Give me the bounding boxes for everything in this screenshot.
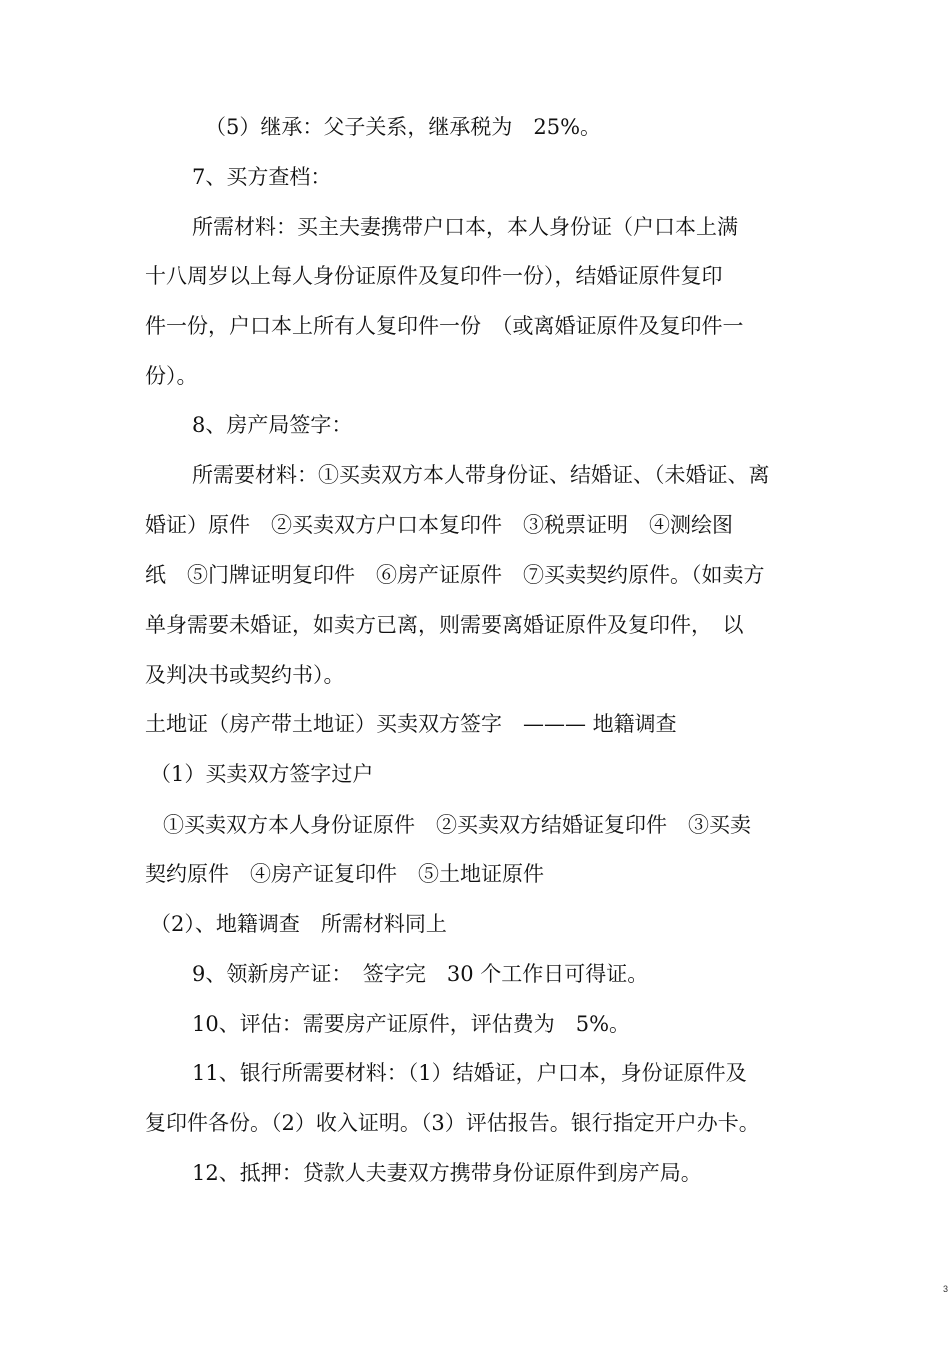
- doc-line-new-cert: 9、领新房产证： 签字完 30 个工作日可得证。: [192, 962, 649, 986]
- doc-line-bank-materials-2: 复印件各份。（2）收入证明。（3）评估报告。银行指定开户办卡。: [145, 1111, 760, 1135]
- page-number: 3: [942, 1284, 948, 1294]
- doc-line-bureau-materials-2: 婚证）原件 ②买卖双方户口本复印件 ③税票证明 ④测绘图: [145, 513, 733, 537]
- doc-line-bank-materials-1: 11、银行所需要材料：（1）结婚证，户口本，身份证原件及: [192, 1061, 747, 1085]
- doc-line-land-sign-transfer: （1）买卖双方签字过户: [150, 762, 374, 786]
- doc-line-land-survey: （2）、地籍调查 所需材料同上: [150, 912, 447, 936]
- doc-line-bureau-materials-3: 纸 ⑤门牌证明复印件 ⑥房产证原件 ⑦买卖契约原件。（如卖方: [145, 563, 765, 587]
- doc-line-inheritance: （5）继承：父子关系，继承税为 25%。: [205, 115, 602, 139]
- doc-line-land-cert-heading: 土地证（房产带土地证）买卖双方签字 ——— 地籍调查: [145, 712, 677, 736]
- doc-line-buyer-materials-1: 所需材料：买主夫妻携带户口本，本人身份证（户口本上满: [192, 215, 738, 239]
- doc-line-buyer-check-heading: 7、买方查档：: [192, 165, 332, 189]
- doc-line-bureau-materials-1: 所需要材料：①买卖双方本人带身份证、结婚证、（未婚证、离: [192, 463, 770, 487]
- doc-line-mortgage: 12、抵押：贷款人夫妻双方携带身份证原件到房产局。: [192, 1161, 702, 1185]
- doc-line-bureau-sign-heading: 8、房产局签字：: [192, 413, 353, 437]
- doc-line-land-materials-2: 契约原件 ④房产证复印件 ⑤土地证原件: [145, 862, 544, 886]
- doc-line-buyer-materials-3: 件一份，户口本上所有人复印件一份 （或离婚证原件及复印件一: [145, 314, 744, 338]
- doc-line-land-materials-1: ①买卖双方本人身份证原件 ②买卖双方结婚证复印件 ③买卖: [163, 813, 751, 837]
- doc-line-buyer-materials-4: 份）。: [145, 364, 198, 388]
- doc-line-bureau-materials-5: 及判决书或契约书）。: [145, 663, 345, 687]
- doc-line-bureau-materials-4: 单身需要未婚证，如卖方已离，则需要离婚证原件及复印件， 以: [145, 613, 744, 637]
- doc-line-appraisal: 10、评估：需要房产证原件，评估费为 5%。: [192, 1012, 631, 1036]
- doc-line-buyer-materials-2: 十八周岁以上每人身份证原件及复印件一份），结婚证原件复印: [145, 264, 723, 288]
